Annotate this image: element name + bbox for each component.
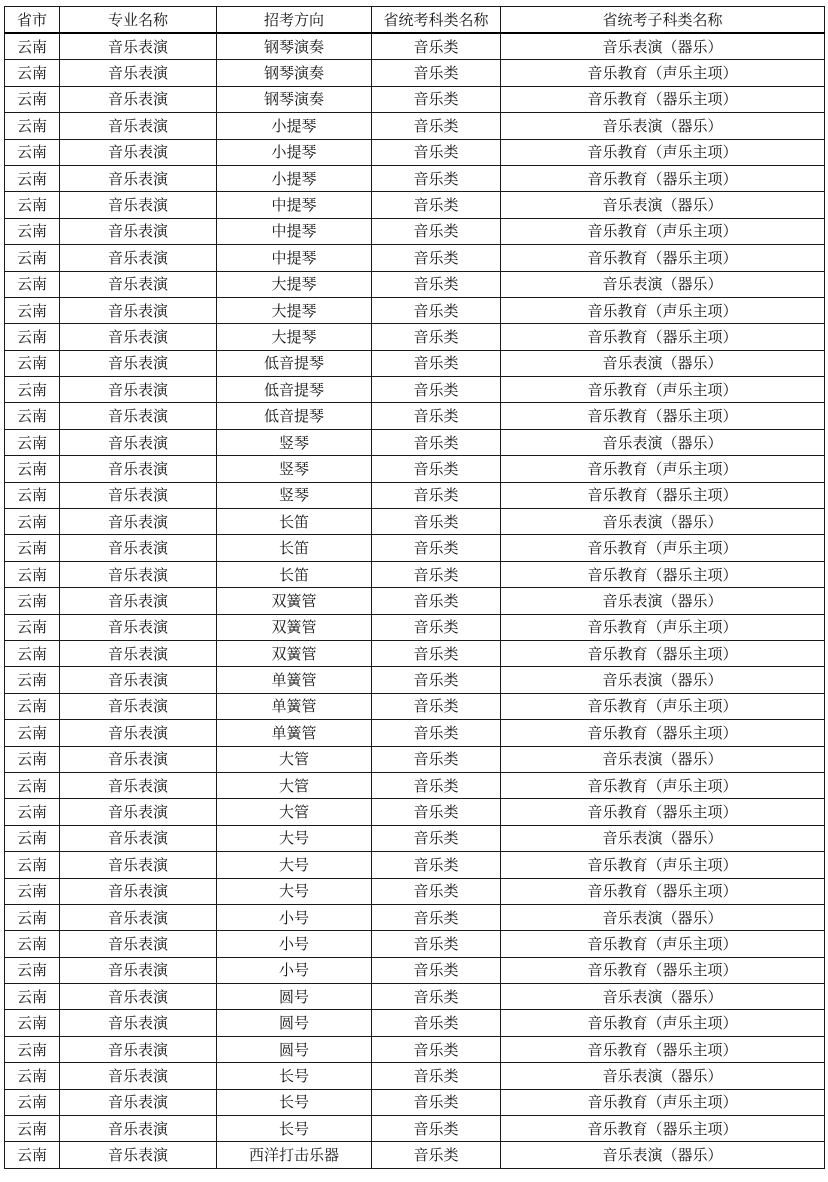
cell-province: 云南 [5, 957, 60, 983]
cell-province: 云南 [5, 113, 60, 139]
cell-direction: 小提琴 [217, 165, 372, 191]
cell-exam-subcategory: 音乐表演（器乐） [501, 113, 825, 139]
cell-major-name: 音乐表演 [60, 192, 217, 218]
table-row [5, 113, 825, 139]
cell-direction: 单簧管 [217, 667, 372, 693]
cell-major-name: 音乐表演 [60, 271, 217, 297]
cell-exam-subcategory: 音乐教育（声乐主项） [501, 1010, 825, 1036]
cell-major-name: 音乐表演 [60, 218, 217, 244]
cell-direction: 圆号 [217, 1036, 372, 1062]
cell-province: 云南 [5, 165, 60, 191]
cell-direction: 竖琴 [217, 482, 372, 508]
cell-major-name: 音乐表演 [60, 588, 217, 614]
table-row [5, 60, 825, 86]
cell-exam-subcategory: 音乐表演（器乐） [501, 746, 825, 772]
cell-exam-category: 音乐类 [372, 1010, 501, 1036]
cell-exam-category: 音乐类 [372, 33, 501, 60]
cell-direction: 双簧管 [217, 588, 372, 614]
cell-major-name: 音乐表演 [60, 772, 217, 798]
cell-exam-subcategory: 音乐教育（器乐主项） [501, 878, 825, 904]
cell-direction: 长笛 [217, 561, 372, 587]
cell-direction: 长笛 [217, 535, 372, 561]
cell-province: 云南 [5, 720, 60, 746]
cell-exam-category: 音乐类 [372, 324, 501, 350]
table-row [5, 878, 825, 904]
table-row [5, 403, 825, 429]
cell-direction: 竖琴 [217, 456, 372, 482]
cell-major-name: 音乐表演 [60, 1089, 217, 1115]
cell-direction: 长号 [217, 1089, 372, 1115]
table-row [5, 350, 825, 376]
table-row [5, 799, 825, 825]
table-row [5, 984, 825, 1010]
cell-direction: 钢琴演奏 [217, 86, 372, 112]
cell-exam-subcategory: 音乐教育（器乐主项） [501, 1116, 825, 1142]
cell-exam-category: 音乐类 [372, 113, 501, 139]
cell-exam-category: 音乐类 [372, 139, 501, 165]
cell-province: 云南 [5, 535, 60, 561]
cell-direction: 低音提琴 [217, 350, 372, 376]
table-row [5, 324, 825, 350]
cell-province: 云南 [5, 245, 60, 271]
header-exam-subcategory: 省统考子科类名称 [501, 7, 825, 34]
cell-exam-subcategory: 音乐教育（器乐主项） [501, 720, 825, 746]
cell-direction: 小号 [217, 904, 372, 930]
cell-exam-subcategory: 音乐教育（声乐主项） [501, 693, 825, 719]
cell-province: 云南 [5, 271, 60, 297]
header-row [5, 7, 825, 34]
cell-exam-subcategory: 音乐教育（声乐主项） [501, 218, 825, 244]
cell-direction: 中提琴 [217, 218, 372, 244]
cell-exam-category: 音乐类 [372, 693, 501, 719]
cell-province: 云南 [5, 1010, 60, 1036]
cell-exam-category: 音乐类 [372, 86, 501, 112]
cell-major-name: 音乐表演 [60, 640, 217, 666]
table-row [5, 588, 825, 614]
cell-province: 云南 [5, 509, 60, 535]
cell-direction: 大号 [217, 852, 372, 878]
cell-direction: 小号 [217, 931, 372, 957]
cell-exam-subcategory: 音乐教育（器乐主项） [501, 799, 825, 825]
table-row [5, 904, 825, 930]
cell-direction: 双簧管 [217, 614, 372, 640]
cell-exam-subcategory: 音乐表演（器乐） [501, 33, 825, 60]
cell-exam-category: 音乐类 [372, 165, 501, 191]
cell-exam-category: 音乐类 [372, 957, 501, 983]
table-row [5, 1142, 825, 1168]
cell-exam-category: 音乐类 [372, 1142, 501, 1168]
cell-exam-subcategory: 音乐教育（器乐主项） [501, 561, 825, 587]
table-row [5, 1063, 825, 1089]
cell-direction: 小号 [217, 957, 372, 983]
cell-direction: 双簧管 [217, 640, 372, 666]
cell-exam-subcategory: 音乐表演（器乐） [501, 904, 825, 930]
cell-province: 云南 [5, 456, 60, 482]
cell-major-name: 音乐表演 [60, 1036, 217, 1062]
cell-exam-category: 音乐类 [372, 852, 501, 878]
cell-exam-category: 音乐类 [372, 720, 501, 746]
cell-exam-category: 音乐类 [372, 403, 501, 429]
cell-major-name: 音乐表演 [60, 746, 217, 772]
table-row [5, 825, 825, 851]
cell-exam-category: 音乐类 [372, 640, 501, 666]
cell-exam-category: 音乐类 [372, 904, 501, 930]
cell-exam-subcategory: 音乐表演（器乐） [501, 667, 825, 693]
cell-exam-subcategory: 音乐表演（器乐） [501, 429, 825, 455]
table-row [5, 535, 825, 561]
cell-exam-category: 音乐类 [372, 1116, 501, 1142]
table-row [5, 245, 825, 271]
cell-exam-category: 音乐类 [372, 271, 501, 297]
cell-direction: 单簧管 [217, 720, 372, 746]
cell-major-name: 音乐表演 [60, 535, 217, 561]
cell-province: 云南 [5, 1089, 60, 1115]
cell-province: 云南 [5, 33, 60, 60]
cell-major-name: 音乐表演 [60, 377, 217, 403]
cell-exam-subcategory: 音乐教育（声乐主项） [501, 377, 825, 403]
cell-exam-category: 音乐类 [372, 456, 501, 482]
cell-major-name: 音乐表演 [60, 297, 217, 323]
cell-major-name: 音乐表演 [60, 667, 217, 693]
cell-major-name: 音乐表演 [60, 1142, 217, 1168]
table-row [5, 218, 825, 244]
cell-province: 云南 [5, 561, 60, 587]
cell-exam-subcategory: 音乐表演（器乐） [501, 984, 825, 1010]
cell-province: 云南 [5, 746, 60, 772]
table-body [5, 33, 825, 1168]
cell-exam-category: 音乐类 [372, 429, 501, 455]
table-row [5, 1036, 825, 1062]
cell-major-name: 音乐表演 [60, 614, 217, 640]
cell-exam-category: 音乐类 [372, 825, 501, 851]
cell-exam-subcategory: 音乐表演（器乐） [501, 1142, 825, 1168]
table-row [5, 640, 825, 666]
cell-exam-category: 音乐类 [372, 799, 501, 825]
cell-exam-subcategory: 音乐教育（声乐主项） [501, 614, 825, 640]
cell-exam-subcategory: 音乐表演（器乐） [501, 192, 825, 218]
cell-direction: 竖琴 [217, 429, 372, 455]
table-row [5, 852, 825, 878]
cell-major-name: 音乐表演 [60, 350, 217, 376]
cell-exam-subcategory: 音乐表演（器乐） [501, 825, 825, 851]
cell-exam-subcategory: 音乐表演（器乐） [501, 509, 825, 535]
cell-exam-subcategory: 音乐教育（器乐主项） [501, 324, 825, 350]
cell-direction: 小提琴 [217, 113, 372, 139]
cell-province: 云南 [5, 1142, 60, 1168]
cell-province: 云南 [5, 693, 60, 719]
cell-direction: 大管 [217, 799, 372, 825]
cell-direction: 大号 [217, 825, 372, 851]
cell-exam-category: 音乐类 [372, 60, 501, 86]
cell-exam-category: 音乐类 [372, 561, 501, 587]
cell-province: 云南 [5, 350, 60, 376]
cell-exam-category: 音乐类 [372, 1036, 501, 1062]
cell-exam-subcategory: 音乐教育（声乐主项） [501, 456, 825, 482]
table-row [5, 1010, 825, 1036]
cell-direction: 西洋打击乐器 [217, 1142, 372, 1168]
cell-direction: 单簧管 [217, 693, 372, 719]
cell-exam-category: 音乐类 [372, 984, 501, 1010]
cell-major-name: 音乐表演 [60, 456, 217, 482]
cell-direction: 长笛 [217, 509, 372, 535]
cell-major-name: 音乐表演 [60, 86, 217, 112]
cell-province: 云南 [5, 904, 60, 930]
table-row [5, 377, 825, 403]
header-exam-category: 省统考科类名称 [372, 7, 501, 34]
cell-exam-subcategory: 音乐教育（声乐主项） [501, 772, 825, 798]
cell-exam-subcategory: 音乐教育（声乐主项） [501, 297, 825, 323]
cell-exam-category: 音乐类 [372, 1089, 501, 1115]
cell-major-name: 音乐表演 [60, 561, 217, 587]
table-row [5, 746, 825, 772]
cell-exam-subcategory: 音乐教育（器乐主项） [501, 640, 825, 666]
cell-major-name: 音乐表演 [60, 825, 217, 851]
cell-direction: 大管 [217, 772, 372, 798]
cell-province: 云南 [5, 324, 60, 350]
header-direction: 招考方向 [217, 7, 372, 34]
table-row [5, 720, 825, 746]
table-row [5, 429, 825, 455]
cell-province: 云南 [5, 640, 60, 666]
cell-major-name: 音乐表演 [60, 60, 217, 86]
table-row [5, 297, 825, 323]
cell-exam-subcategory: 音乐教育（器乐主项） [501, 482, 825, 508]
cell-major-name: 音乐表演 [60, 113, 217, 139]
cell-major-name: 音乐表演 [60, 165, 217, 191]
cell-province: 云南 [5, 667, 60, 693]
cell-major-name: 音乐表演 [60, 429, 217, 455]
cell-exam-category: 音乐类 [372, 614, 501, 640]
cell-exam-subcategory: 音乐教育（器乐主项） [501, 86, 825, 112]
cell-province: 云南 [5, 878, 60, 904]
header-province: 省市 [5, 7, 60, 34]
cell-direction: 大号 [217, 878, 372, 904]
cell-province: 云南 [5, 482, 60, 508]
cell-exam-subcategory: 音乐教育（声乐主项） [501, 931, 825, 957]
enrollment-table [4, 6, 825, 1169]
cell-exam-category: 音乐类 [372, 667, 501, 693]
cell-direction: 大提琴 [217, 324, 372, 350]
cell-direction: 圆号 [217, 1010, 372, 1036]
cell-major-name: 音乐表演 [60, 245, 217, 271]
table-row [5, 931, 825, 957]
header-major-name: 专业名称 [60, 7, 217, 34]
cell-exam-category: 音乐类 [372, 350, 501, 376]
table-row [5, 139, 825, 165]
cell-major-name: 音乐表演 [60, 403, 217, 429]
table-row [5, 509, 825, 535]
cell-exam-subcategory: 音乐教育（声乐主项） [501, 60, 825, 86]
cell-direction: 大提琴 [217, 297, 372, 323]
cell-province: 云南 [5, 614, 60, 640]
table-row [5, 33, 825, 60]
cell-direction: 钢琴演奏 [217, 60, 372, 86]
cell-province: 云南 [5, 772, 60, 798]
cell-exam-subcategory: 音乐教育（声乐主项） [501, 1089, 825, 1115]
cell-exam-subcategory: 音乐教育（器乐主项） [501, 403, 825, 429]
cell-major-name: 音乐表演 [60, 33, 217, 60]
cell-direction: 钢琴演奏 [217, 33, 372, 60]
cell-major-name: 音乐表演 [60, 482, 217, 508]
table-row [5, 561, 825, 587]
cell-province: 云南 [5, 984, 60, 1010]
cell-major-name: 音乐表演 [60, 931, 217, 957]
cell-major-name: 音乐表演 [60, 720, 217, 746]
cell-major-name: 音乐表演 [60, 878, 217, 904]
cell-province: 云南 [5, 297, 60, 323]
cell-province: 云南 [5, 139, 60, 165]
cell-major-name: 音乐表演 [60, 1116, 217, 1142]
cell-major-name: 音乐表演 [60, 509, 217, 535]
table-row [5, 1089, 825, 1115]
cell-direction: 长号 [217, 1116, 372, 1142]
table-row [5, 271, 825, 297]
cell-major-name: 音乐表演 [60, 852, 217, 878]
table-row [5, 614, 825, 640]
cell-direction: 大提琴 [217, 271, 372, 297]
cell-province: 云南 [5, 1116, 60, 1142]
cell-direction: 小提琴 [217, 139, 372, 165]
cell-major-name: 音乐表演 [60, 1010, 217, 1036]
cell-province: 云南 [5, 403, 60, 429]
cell-exam-subcategory: 音乐教育（器乐主项） [501, 957, 825, 983]
cell-exam-category: 音乐类 [372, 878, 501, 904]
cell-exam-category: 音乐类 [372, 218, 501, 244]
cell-exam-subcategory: 音乐表演（器乐） [501, 588, 825, 614]
cell-exam-category: 音乐类 [372, 588, 501, 614]
cell-major-name: 音乐表演 [60, 904, 217, 930]
table-row [5, 165, 825, 191]
cell-major-name: 音乐表演 [60, 139, 217, 165]
table-row [5, 1116, 825, 1142]
cell-exam-category: 音乐类 [372, 746, 501, 772]
table-row [5, 667, 825, 693]
table-row [5, 693, 825, 719]
cell-province: 云南 [5, 825, 60, 851]
table-header [5, 7, 825, 34]
cell-province: 云南 [5, 852, 60, 878]
cell-province: 云南 [5, 429, 60, 455]
cell-exam-category: 音乐类 [372, 245, 501, 271]
cell-direction: 长号 [217, 1063, 372, 1089]
cell-exam-category: 音乐类 [372, 482, 501, 508]
cell-province: 云南 [5, 1063, 60, 1089]
table-row [5, 772, 825, 798]
cell-province: 云南 [5, 192, 60, 218]
cell-exam-category: 音乐类 [372, 509, 501, 535]
cell-major-name: 音乐表演 [60, 984, 217, 1010]
cell-direction: 低音提琴 [217, 377, 372, 403]
cell-province: 云南 [5, 60, 60, 86]
cell-major-name: 音乐表演 [60, 693, 217, 719]
cell-direction: 低音提琴 [217, 403, 372, 429]
cell-province: 云南 [5, 931, 60, 957]
table-row [5, 86, 825, 112]
cell-direction: 中提琴 [217, 192, 372, 218]
cell-exam-category: 音乐类 [372, 931, 501, 957]
cell-province: 云南 [5, 799, 60, 825]
table-row [5, 456, 825, 482]
cell-exam-subcategory: 音乐教育（声乐主项） [501, 139, 825, 165]
cell-major-name: 音乐表演 [60, 799, 217, 825]
cell-major-name: 音乐表演 [60, 324, 217, 350]
cell-province: 云南 [5, 588, 60, 614]
cell-major-name: 音乐表演 [60, 1063, 217, 1089]
cell-exam-subcategory: 音乐表演（器乐） [501, 271, 825, 297]
cell-exam-subcategory: 音乐教育（声乐主项） [501, 852, 825, 878]
cell-exam-subcategory: 音乐教育（器乐主项） [501, 1036, 825, 1062]
table-row [5, 957, 825, 983]
cell-exam-category: 音乐类 [372, 535, 501, 561]
cell-exam-category: 音乐类 [372, 377, 501, 403]
cell-province: 云南 [5, 1036, 60, 1062]
cell-exam-subcategory: 音乐教育（声乐主项） [501, 535, 825, 561]
cell-exam-subcategory: 音乐教育（器乐主项） [501, 165, 825, 191]
cell-province: 云南 [5, 218, 60, 244]
cell-exam-category: 音乐类 [372, 772, 501, 798]
cell-direction: 中提琴 [217, 245, 372, 271]
cell-exam-category: 音乐类 [372, 297, 501, 323]
table-row [5, 192, 825, 218]
cell-direction: 圆号 [217, 984, 372, 1010]
cell-province: 云南 [5, 86, 60, 112]
table-row [5, 482, 825, 508]
cell-major-name: 音乐表演 [60, 957, 217, 983]
cell-direction: 大管 [217, 746, 372, 772]
cell-province: 云南 [5, 377, 60, 403]
cell-exam-subcategory: 音乐教育（器乐主项） [501, 245, 825, 271]
cell-exam-category: 音乐类 [372, 1063, 501, 1089]
cell-exam-subcategory: 音乐表演（器乐） [501, 1063, 825, 1089]
cell-exam-category: 音乐类 [372, 192, 501, 218]
cell-exam-subcategory: 音乐表演（器乐） [501, 350, 825, 376]
